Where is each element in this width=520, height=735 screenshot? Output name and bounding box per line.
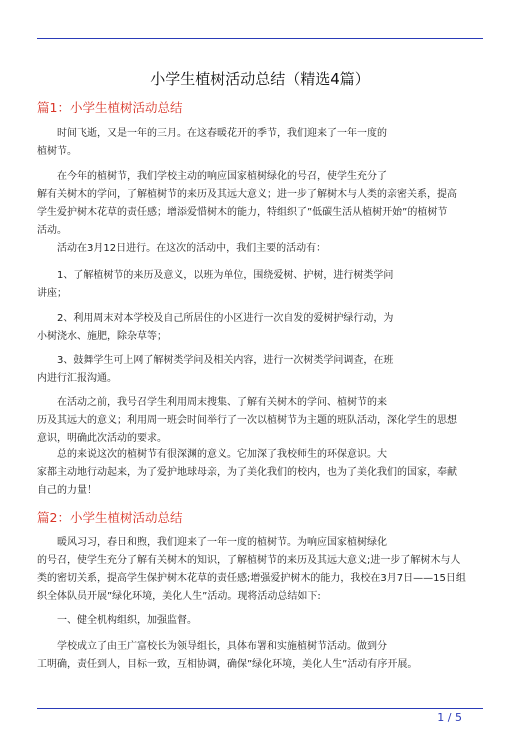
paragraph-line: 植树节。: [37, 146, 77, 157]
paragraph-line: 学校成立了由王广富校长为领导组长，具体布署和实施植树节活动。做到分: [57, 641, 387, 652]
section-2-heading: 篇2：小学生植树活动总结: [37, 510, 183, 525]
paragraph-line: 学生爱护树木花草的责任感；增添爱惜树木的能力，特组织了”低碳生活从植树开始”的植树节: [37, 207, 448, 218]
paragraph-line: 总的来说这次的植树节有很深渊的意义。它加深了我校师生的环保意识。大: [57, 449, 387, 460]
footer-rule: [37, 708, 483, 709]
section-1-paragraph-4: [37, 267, 483, 303]
paragraph-line: 2、利用周末对本学校及自己所居住的小区进行一次自发的爱树护绿行动，为: [57, 313, 394, 324]
paragraph-line: 3、鼓舞学生可上网了解树类学问及相关内容，进行一次树类学问调查，在班: [57, 355, 394, 366]
paragraph-line: 暖风习习，春日和煦，我们迎来了一年一度的植树节。为响应国家植树绿化: [57, 537, 387, 548]
paragraph-line: 时间飞逝，又是一年的三月。在这春暖花开的季节，我们迎来了一年一度的: [57, 128, 387, 139]
section-1-paragraph-7: [37, 394, 483, 448]
section-1-paragraph-5: [37, 310, 483, 346]
section-2-paragraph-1: [37, 534, 483, 606]
paragraph-line: 1、了解植树节的来历及意义，以班为单位，围绕爱树、护树，进行树类学问: [57, 270, 394, 281]
paragraph-line: 活动在3月12日进行。在这次的活动中，我们主要的活动有：: [57, 243, 327, 254]
page-indicator: 1 / 5: [437, 711, 462, 724]
paragraph-line: 意识，明确此次活动的要求。: [37, 433, 167, 444]
document-title: 小学生植树活动总结（精选4篇）: [150, 70, 370, 88]
paragraph-line: 工明确，责任到人，目标一致，互相协调，确保”绿化环境，美化人生”活动有序开展。: [37, 659, 418, 670]
paragraph-line: 讲座；: [37, 288, 67, 299]
paragraph-line: 类的密切关系，提高学生保护树木花草的责任感;增强爱护树木的能力，我校在3月7日——15日组: [37, 573, 466, 584]
paragraph-line: 活动。: [37, 225, 67, 236]
section-1-paragraph-1: [37, 125, 483, 161]
section-2-paragraph-3: [37, 638, 483, 674]
paragraph-line: 小树浇水、施肥，除杂草等；: [37, 331, 167, 342]
paragraph-line: 在今年的植树节，我们学校主动的响应国家植树绿化的号召，使学生充分了: [57, 171, 387, 182]
section-1-paragraph-6: [37, 352, 483, 388]
section-2-paragraph-2: [37, 612, 483, 630]
section-1-paragraph-3: [37, 240, 483, 258]
paragraph-line: 自己的力量！: [37, 485, 97, 496]
header-rule: [37, 38, 483, 39]
paragraph-line: 内进行汇报沟通。: [37, 373, 117, 384]
paragraph-line: 的号召，使学生充分了解有关树木的知识，了解植树节的来历及其远大意义;进一步了解树木与人: [37, 555, 461, 566]
paragraph-line: 解有关树木的学问，了解植树节的来历及其远大意义；进一步了解树木与人类的亲密关系，提高: [37, 189, 457, 200]
section-1-paragraph-2: [37, 168, 483, 240]
paragraph-line: 在活动之前，我号召学生利用周末搜集、了解有关树木的学问、植树节的来: [57, 397, 387, 408]
section-1-heading: 篇1：小学生植树活动总结: [37, 100, 183, 115]
paragraph-line: 历及其远大的意义；利用周一班会时间举行了一次以植树节为主题的班队活动，深化学生的思想: [37, 415, 457, 426]
paragraph-line: 一、健全机构组织，加强监督。: [57, 615, 197, 626]
paragraph-line: 家都主动地行动起来，为了爱护地球母亲，为了美化我们的校内，也为了美化我们的国家，奉献: [37, 467, 457, 478]
section-1-paragraph-8: [37, 446, 483, 500]
paragraph-line: 织全体队员开展”绿化环境，美化人生”活动。现将活动总结如下:: [37, 591, 321, 602]
